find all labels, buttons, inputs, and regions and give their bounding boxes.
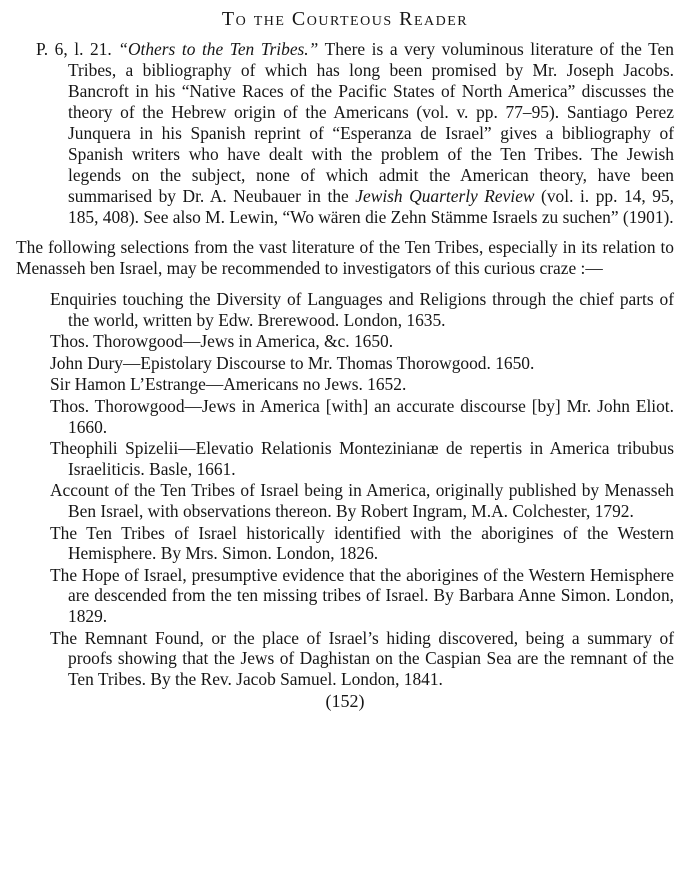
note-text-a: There is a very voluminous literature of the Ten Tribes, a bibliography of which has long been promised by Mr. Joseph Jacobs. Bancroft in his “Native Races of the Pacific States of North America” discusses the theory of the Hebrew origin of the Americans (vol. v. pp. 77–95). Santiago Perez Junquera in his Spanish reprint of “Esperanza de Israel” gives a bibliography of Spanish writers who have dealt with the problem of the Ten Tribes. The Jewish legends on the subject, none of which admit the American theory, have been summarised by Dr. A. Neubauer in the xyxy=(68,39,674,206)
intro-paragraph: The following selections from the vast literature of the Ten Tribes, especially in its relation to Menasseh ben Israel, may be recommended to investigators of this curious craze :— xyxy=(16,237,674,278)
running-header: To the Courteous Reader xyxy=(221,8,469,30)
note-quote: “Others to the Ten Tribes.” xyxy=(118,39,319,59)
bibliography-list xyxy=(16,289,674,689)
bibliography-entry: The Remnant Found, or the place of Israel’s hiding discovered, being a summary of proofs showing that the Jews of Daghistan on the Caspian Sea are the remnant of the Ten Tribes. By the Rev. Jacob Samuel. London, 1841. xyxy=(50,627,674,689)
bibliography-entry: John Dury—Epistolary Discourse to Mr. Thomas Thorowgood. 1650. xyxy=(50,352,535,373)
bibliography-entry: Theophili Spizelii—Elevatio Relationis Montezinianæ de repertis in America tribubus Israeliticis. Basle, 1661. xyxy=(50,438,674,479)
page-number: (152) xyxy=(325,691,365,712)
bibliography-entry: The Hope of Israel, presumptive evidence that the aborigines of the Western Hemisphere are descended from the ten missing tribes of Israel. By Barbara Anne Simon. London, 1829. xyxy=(50,564,674,626)
bibliography-entry: Sir Hamon L’Estrange—Americans no Jews. 1652. xyxy=(50,374,407,395)
note-paragraph xyxy=(16,39,674,228)
bibliography-entry: Account of the Ten Tribes of Israel being in America, originally published by Menasseh Ben Israel, with observations thereon. By Robert Ingram, M.A. Colchester, 1792. xyxy=(50,480,674,521)
note-reference: P. 6, l. 21. xyxy=(36,39,112,59)
note-text-b: (vol. i. pp. 14, 95, 185, 408). See also M. Lewin, “Wo wären die Zehn Stämme Israels zu suchen” (1901). xyxy=(68,186,674,227)
bibliography-entry: The Ten Tribes of Israel historically identified with the aborigines of the Western Hemisphere. By Mrs. Simon. London, 1826. xyxy=(50,522,674,564)
bibliography-entry: Thos. Thorowgood—Jews in America, &c. 1650. xyxy=(50,331,394,352)
journal-title: Jewish Quarterly Review xyxy=(355,186,535,206)
bibliography-entry: Enquiries touching the Diversity of Languages and Religions through the chief parts of the world, written by Edw. Brerewood. London, 1635. xyxy=(50,289,674,330)
bibliography-entry: Thos. Thorowgood—Jews in America [with] an accurate discourse [by] Mr. John Eliot. 1660. xyxy=(50,395,674,437)
